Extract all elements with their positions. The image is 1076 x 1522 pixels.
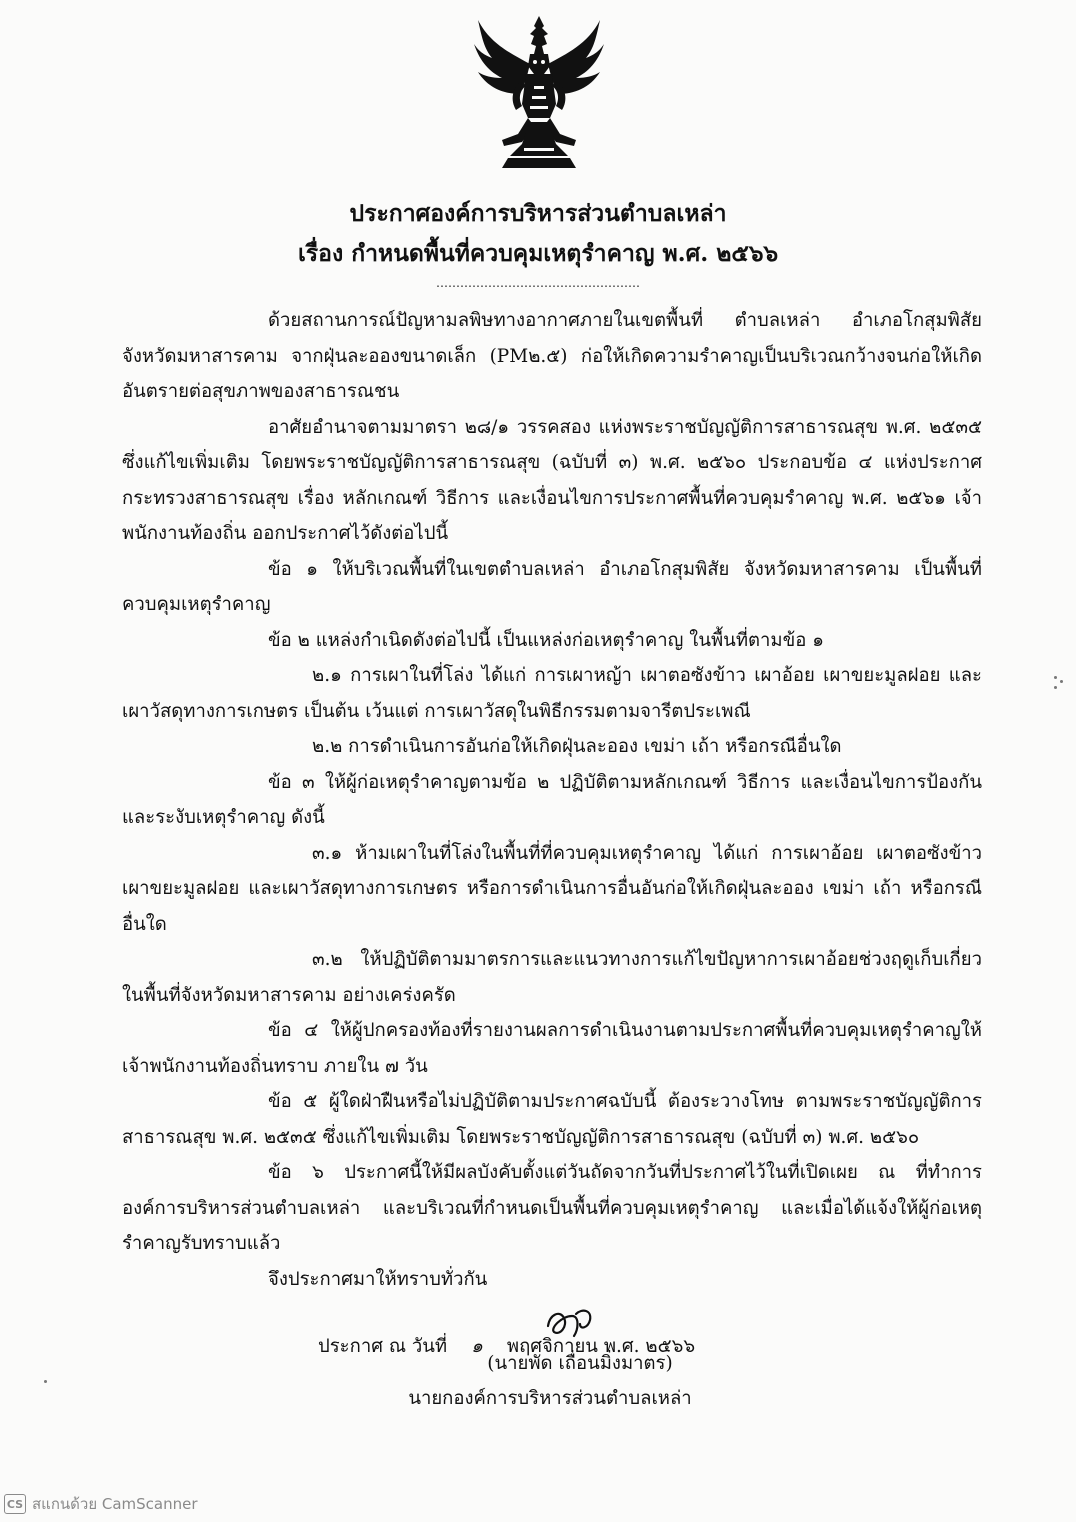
- scanner-watermark: [4, 1493, 198, 1515]
- scan-speck: [1060, 680, 1063, 683]
- handwritten-signature-icon: [540, 1296, 600, 1346]
- issue-day: ๑: [471, 1336, 483, 1357]
- clause-3-1: ๓.๑ ห้ามเผาในที่โล่งในพื้นที่ที่ควบคุมเหตุรำคาญ ได้แก่ การเผาอ้อย เผาตอซังข้าว เผาขยะมูลฝอย และเผาวัสดุทางการเกษตร หรือการดำเนินการอื่นอันก่อให้เกิดฝุ่นละออง เขม่า เถ้า หรือกรณีอื่นใด: [122, 842, 982, 935]
- garuda-emblem-icon: [472, 14, 606, 170]
- issue-date-prefix: ประกาศ ณ วันที่: [318, 1336, 448, 1357]
- closing-statement: จึงประกาศมาให้ทราบทั่วกัน: [268, 1268, 488, 1290]
- scan-speck: [1054, 686, 1057, 689]
- clause-2: ข้อ ๒ แหล่งกำเนิดดังต่อไปนี้ เป็นแหล่งก่อเหตุรำคาญ ในพื้นที่ตามข้อ ๑: [268, 629, 824, 651]
- signatory-name: (นายพัด เถื่อนมิ่งมาตร): [487, 1353, 673, 1374]
- clause-3-2: ๓.๒ ให้ปฏิบัติตามมาตรการและแนวทางการแก้ไขปัญหาการเผาอ้อยช่วงฤดูเก็บเกี่ยวในพื้นที่จังหวัดมหาสารคาม อย่างเคร่งครัด: [122, 949, 982, 1006]
- issue-month-year: พฤศจิกายน พ.ศ. ๒๕๖๖: [506, 1336, 696, 1357]
- scan-speck: [44, 1380, 47, 1383]
- camscanner-logo-icon: CS: [4, 1494, 26, 1514]
- announcement-body: [122, 303, 982, 1365]
- announcement-title: ประกาศองค์การบริหารส่วนตำบลเหล่า: [349, 200, 727, 227]
- paragraph-situation: ด้วยสถานการณ์ปัญหามลพิษทางอากาศภายในเขตพื้นที่ ตำบลเหล่า อำเภอโกสุมพิสัย จังหวัดมหาสารคาม จากฝุ่นละอองขนาดเล็ก (PM๒.๕) ก่อให้เกิดความรำคาญเป็นบริเวณกว้างจนก่อให้เกิดอันตรายต่อสุขภาพของสาธารณชน: [122, 310, 982, 402]
- clause-2-2: ๒.๒ การดำเนินการอันก่อให้เกิดฝุ่นละออง เขม่า เถ้า หรือกรณีอื่นใด: [312, 736, 842, 757]
- announcement-subject: เรื่อง กำหนดพื้นที่ควบคุมเหตุรำคาญ พ.ศ. ๒๕๖๖: [297, 240, 779, 267]
- clause-4: ข้อ ๔ ให้ผู้ปกครองท้องที่รายงานผลการดำเนินงานตามประกาศพื้นที่ควบคุมเหตุรำคาญให้เจ้าพนักงานท้องถิ่นทราบ ภายใน ๗ วัน: [122, 1020, 982, 1077]
- signatory-position: นายกองค์การบริหารส่วนตำบลเหล่า: [408, 1388, 692, 1409]
- clause-1: ข้อ ๑ ให้บริเวณพื้นที่ในเขตตำบลเหล่า อำเภอโกสุมพิสัย จังหวัดมหาสารคาม เป็นพื้นที่ควบคุมเหตุรำคาญ: [122, 558, 982, 615]
- clause-6: ข้อ ๖ ประกาศนี้ให้มีผลบังคับตั้งแต่วันถัดจากวันที่ประกาศไว้ในที่เปิดเผย ณ ที่ทำการองค์การบริหารส่วนตำบลเหล่า และบริเวณที่กำหนดเป็นพื้นที่ควบคุมเหตุรำคาญ และเมื่อได้แจ้งให้ผู้ก่อเหตุรำคาญรับทราบแล้ว: [122, 1162, 982, 1254]
- clause-2-1: ๒.๑ การเผาในที่โล่ง ได้แก่ การเผาหญ้า เผาตอซังข้าว เผาอ้อย เผาขยะมูลฝอย และเผาวัสดุทางการเกษตร เป็นต้น เว้นแต่ การเผาวัสดุในพิธีกรรมตามจารีตประเพณี: [122, 665, 982, 722]
- title-separator: ……………………………………………: [436, 276, 640, 290]
- scanner-watermark-text: สแกนด้วย CamScanner: [32, 1495, 198, 1513]
- clause-5: ข้อ ๕ ผู้ใดฝ่าฝืนหรือไม่ปฏิบัติตามประกาศฉบับนี้ ต้องระวางโทษ ตามพระราชบัญญัติการสาธารณสุข พ.ศ. ๒๕๓๕ ซึ่งแก้ไขเพิ่มเติม โดยพระราชบัญญัติการสาธารณสุข (ฉบับที่ ๓) พ.ศ. ๒๕๖๐: [122, 1091, 982, 1148]
- signatory-block: [380, 1346, 780, 1416]
- paragraph-legal-authority: อาศัยอำนาจตามมาตรา ๒๘/๑ วรรคสอง แห่งพระราชบัญญัติการสาธารณสุข พ.ศ. ๒๕๓๕ ซึ่งแก้ไขเพิ่มเติม โดยพระราชบัญญัติการสาธารณสุข (ฉบับที่ ๓) พ.ศ. ๒๕๖๐ ประกอบข้อ ๔ แห่งประกาศกระทรวงสาธารณสุข เรื่อง หลักเกณฑ์ วิธีการ และเงื่อนไขการประกาศพื้นที่ควบคุมรำคาญ พ.ศ. ๒๕๖๑ เจ้าพนักงานท้องถิ่น ออกประกาศไว้ดังต่อไปนี้: [122, 416, 982, 544]
- scan-speck: [1054, 676, 1057, 679]
- clause-3: ข้อ ๓ ให้ผู้ก่อเหตุรำคาญตามข้อ ๒ ปฏิบัติตามหลักเกณฑ์ วิธีการ และเงื่อนไขการป้องกันและระงับเหตุรำคาญ ดังนี้: [122, 771, 982, 828]
